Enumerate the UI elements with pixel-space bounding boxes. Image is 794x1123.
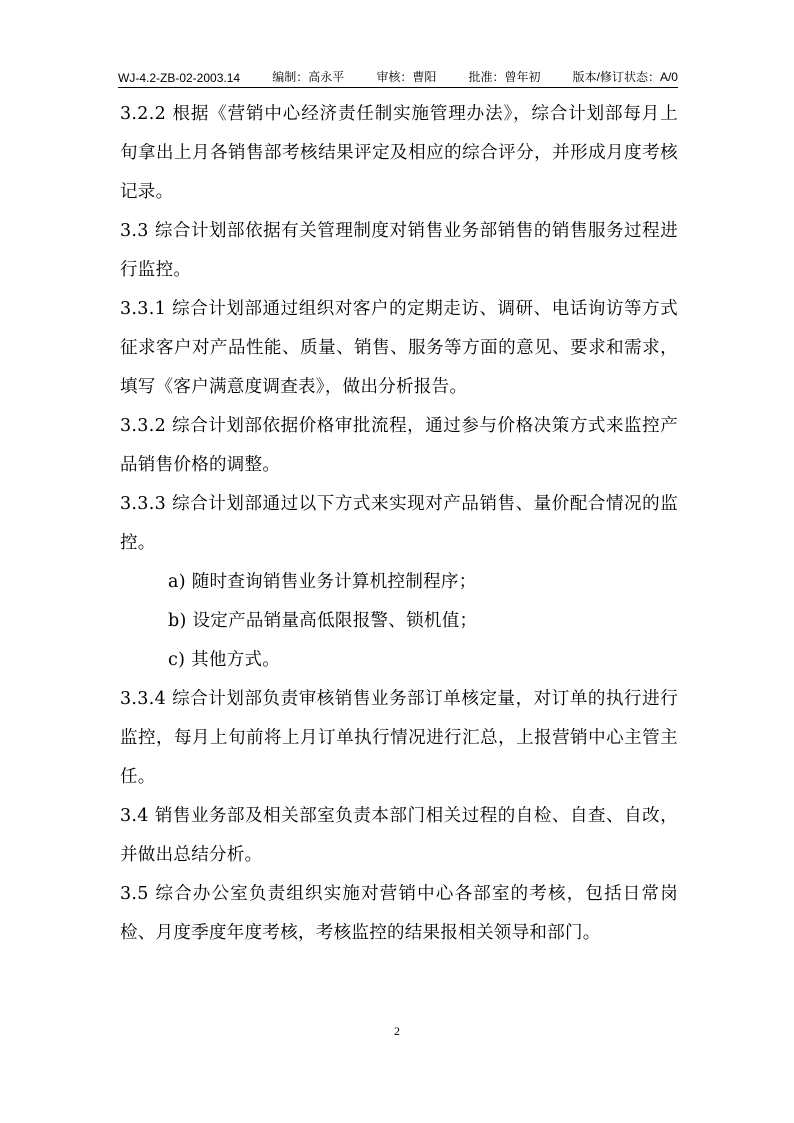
paragraph-3-3-3: 3.3.3 综合计划部通过以下方式来实现对产品销售、量价配合情况的监控。 bbox=[120, 494, 678, 553]
paragraph-3-3: 3.3 综合计划部依据有关管理制度对销售业务部销售的销售服务过程进行监控。 bbox=[120, 221, 678, 280]
paragraph-3-4: 3.4 销售业务部及相关部室负责本部门相关过程的自检、自查、自改，并做出总结分析。 bbox=[120, 806, 678, 865]
doc-code: WJ-4.2-ZB-02-2003.14 bbox=[118, 71, 241, 85]
list-item-a: a) 随时查询销售业务计算机控制程序； bbox=[168, 572, 477, 592]
approver-field: 批准：曾年初 bbox=[468, 70, 541, 84]
paragraph-3-2-2: 3.2.2 根据《营销中心经济责任制实施管理办法》，综合计划部每月上旬拿出上月各销售部考核结果评定及相应的综合评分，并形成月度考核记录。 bbox=[120, 104, 678, 202]
reviewer-field: 审核：曹阳 bbox=[376, 70, 437, 84]
list-item-c: c) 其他方式。 bbox=[168, 650, 281, 670]
paragraph-3-3-1: 3.3.1 综合计划部通过组织对客户的定期走访、调研、电话询访等方式征求客户对产品性能、质量、销售、服务等方面的意见、要求和需求，填写《客户满意度调查表》，做出分析报告。 bbox=[120, 299, 678, 397]
paragraph-3-3-2: 3.3.2 综合计划部依据价格审批流程，通过参与价格决策方式来监控产品销售价格的调整。 bbox=[120, 416, 678, 475]
page-header bbox=[118, 68, 678, 88]
compiler-field: 编制：高永平 bbox=[272, 70, 345, 84]
page-number: 2 bbox=[394, 1024, 400, 1038]
paragraph-3-5: 3.5 综合办公室负责组织实施对营销中心各部室的考核，包括日常岗检、月度季度年度考核，考核监控的结果报相关领导和部门。 bbox=[120, 884, 678, 943]
list-item-b: b) 设定产品销量高低限报警、锁机值； bbox=[168, 611, 478, 631]
paragraph-3-3-4: 3.3.4 综合计划部负责审核销售业务部订单核定量，对订单的执行进行监控，每月上旬前将上月订单执行情况进行汇总，上报营销中心主管主任。 bbox=[120, 689, 678, 787]
version-field: 版本/修订状态：A/0 bbox=[572, 70, 678, 84]
document-body bbox=[120, 95, 678, 953]
